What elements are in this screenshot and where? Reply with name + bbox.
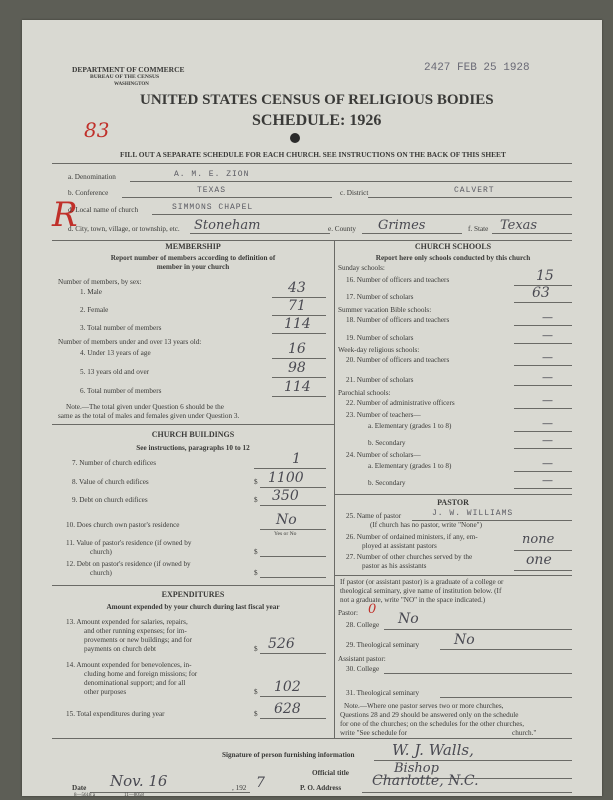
membership-note-b: same as the total of males and females given under Question 3. xyxy=(58,412,240,420)
age-heading: Number of members under and over 13 years old: xyxy=(58,338,202,346)
q17-label: 17. Number of scholars xyxy=(346,293,414,301)
instruction-line: FILL OUT A SEPARATE SCHEDULE FOR EACH CHURCH. SEE INSTRUCTIONS ON THE BACK OF THIS SHEET xyxy=(120,150,506,159)
schools-heading: CHURCH SCHOOLS xyxy=(414,242,492,251)
q14-value: 102 xyxy=(274,679,301,695)
official-title-value: Bishop xyxy=(394,761,439,776)
summer-heading: Summer vacation Bible schools: xyxy=(338,306,432,314)
q9-label: 9. Debt on church edifices xyxy=(72,496,148,504)
q15-label: 15. Total expenditures during year xyxy=(66,710,165,718)
q20-label: 20. Number of officers and teachers xyxy=(346,356,450,364)
q8-value: 1100 xyxy=(268,470,304,486)
denomination-value: A. M. E. ZION xyxy=(174,170,250,179)
form-number: 8—5618 a xyxy=(74,793,95,798)
q2-value: 71 xyxy=(288,298,306,314)
q21-dash: — xyxy=(542,371,553,384)
bureau-label: BUREAU OF THE CENSUS xyxy=(90,74,160,80)
form-number-2: 11—8058 xyxy=(124,793,144,798)
receipt-stamp: 2427 FEB 25 1928 xyxy=(424,62,530,74)
q1-value: 43 xyxy=(288,280,306,296)
q12-label-a: 12. Debt on pastor's residence (if owned by xyxy=(66,560,191,568)
review-mark-r: R xyxy=(52,195,78,235)
q23a-dash: — xyxy=(542,417,553,430)
q27-value: one xyxy=(526,552,552,568)
q12-label-b: church) xyxy=(90,569,112,577)
year-digit: 7 xyxy=(256,775,265,791)
q26-label-b: ployed at assistant pastors xyxy=(362,542,437,550)
q7-value: 1 xyxy=(292,451,301,467)
q19-label: 19. Number of scholars xyxy=(346,334,414,342)
q22-dash: — xyxy=(542,394,553,407)
q24a-dash: — xyxy=(542,457,553,470)
q14-dollar: $ xyxy=(254,688,258,696)
district-label: c. District xyxy=(340,189,369,197)
q20-dash: — xyxy=(542,351,553,364)
year-prefix: , 192 xyxy=(232,784,247,792)
q14-line-d: other purposes xyxy=(84,688,127,696)
q28-label: 28. College xyxy=(346,621,380,629)
q16-label: 16. Number of officers and teachers xyxy=(346,276,450,284)
q14-line-b: cluding home and foreign missions; for xyxy=(84,670,198,678)
signature-label: Signature of person furnishing information xyxy=(222,751,355,759)
schools-sub: Report here only schools conducted by this church xyxy=(375,254,531,262)
dept-label: DEPARTMENT OF COMMERCE xyxy=(72,65,185,74)
q24-label: 24. Number of scholars— xyxy=(346,451,421,459)
pastor-note-2: Questions 28 and 29 should be answered only on the schedule xyxy=(340,711,519,719)
punch-hole-icon xyxy=(290,133,300,143)
q18-label: 18. Number of officers and teachers xyxy=(346,316,450,324)
q3-value: 114 xyxy=(284,316,311,332)
membership-note-1: Report number of members according to definition of xyxy=(110,254,276,262)
q26-value: none xyxy=(522,532,555,547)
membership-note-2: member in your church xyxy=(156,263,230,271)
q13-line-d: payments on church debt xyxy=(84,645,157,653)
assistant-pastor-label: Assistant pastor: xyxy=(338,655,386,663)
city-town-label: d. City, town, village, or township, etc. xyxy=(68,225,180,233)
pastor-note-1: Note.—Where one pastor serves two or more churches, xyxy=(344,702,504,710)
q16-value: 15 xyxy=(536,268,554,284)
q9-dollar: $ xyxy=(254,496,258,504)
sex-heading: Number of members, by sex: xyxy=(58,278,142,286)
handwritten-number: 83 xyxy=(84,118,110,142)
q26-label-a: 26. Number of ordained ministers, if any, em- xyxy=(346,533,478,541)
pastor-heading: PASTOR xyxy=(437,498,469,507)
q21-label: 21. Number of scholars xyxy=(346,376,414,384)
q30-label: 30. College xyxy=(346,665,380,673)
q19-dash: — xyxy=(542,329,553,342)
q18-dash: — xyxy=(542,311,553,324)
city-label: WASHINGTON xyxy=(114,82,149,87)
local-name-value: SIMMONS CHAPEL xyxy=(172,203,254,212)
q23b-dash: — xyxy=(542,434,553,447)
q25-value: J. W. WILLIAMS xyxy=(432,509,514,518)
q1-label: 1. Male xyxy=(80,288,102,296)
q8-dollar: $ xyxy=(254,478,258,486)
q8-label: 8. Value of church edifices xyxy=(72,478,149,486)
local-name-label: d. Local name of church xyxy=(68,206,139,214)
sunday-heading: Sunday schools: xyxy=(338,264,385,272)
q13-line-b: and other running expenses; for im- xyxy=(84,627,187,635)
q23-label: 23. Number of teachers— xyxy=(346,411,421,419)
graduate-note-3: not a graduate, write "NO" in the space indicated.) xyxy=(340,596,486,604)
form-subtitle: SCHEDULE: 1926 xyxy=(252,112,382,129)
q11-label-a: 11. Value of pastor's residence (if owned by xyxy=(66,539,192,547)
pastor-red-mark: 0 xyxy=(368,602,377,617)
weekday-heading: Week-day religious schools: xyxy=(338,346,420,354)
q11-dollar: $ xyxy=(254,548,258,556)
q6-value: 114 xyxy=(284,379,311,395)
q10-label: 10. Does church own pastor's residence xyxy=(66,521,180,529)
conference-label: b. Conference xyxy=(68,189,109,197)
q23a-label: a. Elementary (grades 1 to 8) xyxy=(368,422,452,430)
q5-label: 5. 13 years old and over xyxy=(80,368,150,376)
buildings-heading: CHURCH BUILDINGS xyxy=(151,430,235,439)
county-value: Grimes xyxy=(378,218,426,233)
po-address-label: P. O. Address xyxy=(300,784,342,792)
pastor-note-4: write "See schedule for xyxy=(340,729,407,737)
pastor-note-3: for one of the churches; on the schedules for the other churches, xyxy=(340,720,525,728)
parochial-heading: Parochial schools: xyxy=(338,389,391,397)
q17-value: 63 xyxy=(532,285,550,301)
q28-value: No xyxy=(398,611,419,627)
q4-value: 16 xyxy=(288,341,306,357)
pastor-sub-label: Pastor: xyxy=(338,609,358,617)
form-title: UNITED STATES CENSUS OF RELIGIOUS BODIES xyxy=(140,92,494,108)
q2-label: 2. Female xyxy=(80,306,109,314)
q10-value: No xyxy=(276,512,297,528)
graduate-note-2: theological seminary, give name of institution below. (If xyxy=(340,587,502,595)
graduate-note-1: If pastor (or assistant pastor) is a graduate of a college or xyxy=(340,578,504,586)
q9-value: 350 xyxy=(272,488,299,504)
q4-label: 4. Under 13 years of age xyxy=(80,349,151,357)
denomination-label: a. Denomination xyxy=(68,173,116,181)
expenditures-sub: Amount expended by your church during last fiscal year xyxy=(106,603,280,611)
expenditures-heading: EXPENDITURES xyxy=(161,590,225,599)
signature-value: W. J. Walls, xyxy=(392,741,474,759)
q7-label: 7. Number of church edifices xyxy=(72,459,157,467)
q15-dollar: $ xyxy=(254,710,258,718)
q13-value: 526 xyxy=(268,636,295,652)
q27-label-a: 27. Number of other churches served by the xyxy=(346,553,473,561)
q11-label-b: church) xyxy=(90,548,112,556)
official-title-label: Official title xyxy=(312,769,349,777)
yes-no-hint: Yes or No xyxy=(274,531,297,537)
q24b-label: b. Secondary xyxy=(368,479,406,487)
q25-note: (If church has no pastor, write "None") xyxy=(370,521,482,529)
q15-value: 628 xyxy=(274,701,301,717)
q31-label: 31. Theological seminary xyxy=(346,689,420,697)
q29-value: No xyxy=(454,632,475,648)
conference-value: TEXAS xyxy=(197,186,227,195)
q13-dollar: $ xyxy=(254,645,258,653)
q14-line-c: denominational support; and for all xyxy=(84,679,186,687)
state-label: f. State xyxy=(468,225,489,233)
q12-dollar: $ xyxy=(254,569,258,577)
q23b-label: b. Secondary xyxy=(368,439,406,447)
q22-label: 22. Number of administrative officers xyxy=(346,399,455,407)
q24b-dash: — xyxy=(542,474,553,487)
q3-label: 3. Total number of members xyxy=(80,324,162,332)
buildings-sub: See instructions, paragraphs 10 to 12 xyxy=(136,444,250,452)
membership-heading: MEMBERSHIP xyxy=(165,242,221,251)
state-value: Texas xyxy=(500,218,538,233)
q27-label-b: pastor as his assistants xyxy=(362,562,427,570)
q5-value: 98 xyxy=(288,360,306,376)
q24a-label: a. Elementary (grades 1 to 8) xyxy=(368,462,452,470)
po-address-value: Charlotte, N.C. xyxy=(372,773,479,789)
census-schedule-sheet xyxy=(22,20,602,796)
q14-line-a: 14. Amount expended for benevolences, in- xyxy=(66,661,192,669)
membership-note-a: Note.—The total given under Question 6 should be the xyxy=(66,403,224,411)
q13-line-a: 13. Amount expended for salaries, repairs, xyxy=(66,618,188,626)
q13-line-c: provements or new buildings; and for xyxy=(84,636,192,644)
q6-label: 6. Total number of members xyxy=(80,387,162,395)
city-town-value: Stoneham xyxy=(194,218,261,233)
district-value: CALVERT xyxy=(454,186,495,195)
date-label: Date xyxy=(72,784,87,792)
county-label: e. County xyxy=(328,225,356,233)
pastor-note-5: church." xyxy=(512,729,537,737)
q29-label: 29. Theological seminary xyxy=(346,641,420,649)
date-value: Nov. 16 xyxy=(110,772,168,790)
q25-label: 25. Name of pastor xyxy=(346,512,402,520)
